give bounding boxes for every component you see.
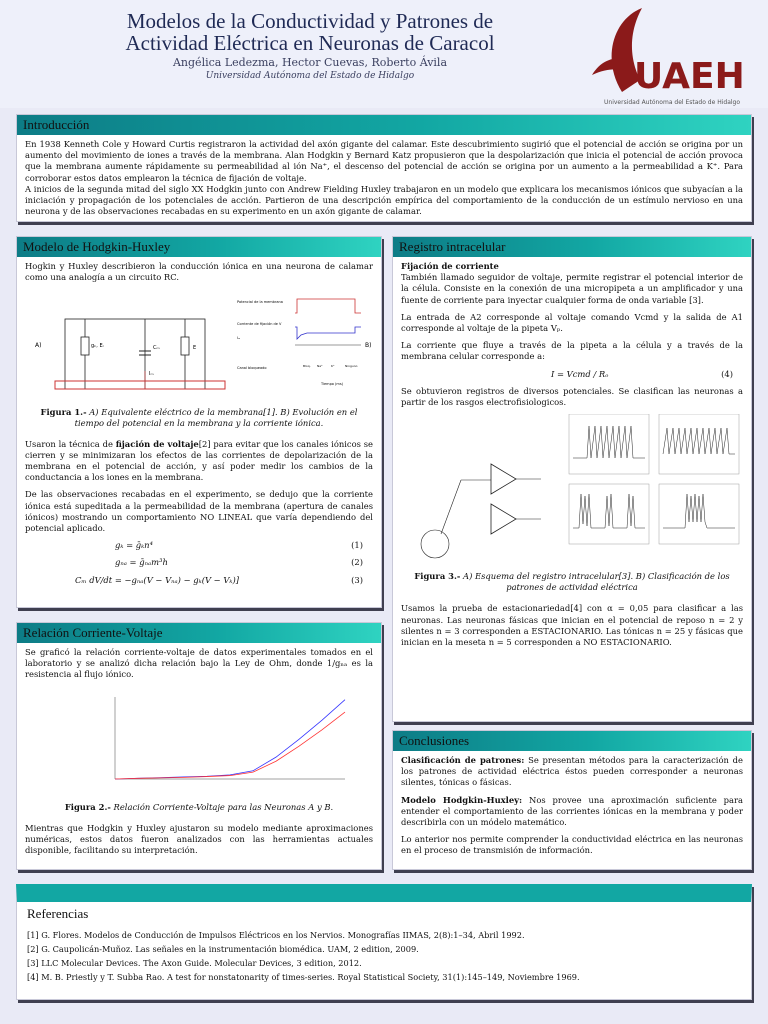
concl-paragraph-3: Lo anterior nos permite comprender la conductividad eléctrica en las neuronas en el proceso de transmisión de información.: [401, 834, 743, 856]
intro-box: [16, 114, 752, 222]
refs-box: [16, 884, 752, 1000]
fig1-canal: Canal bloqueado: [237, 366, 267, 371]
refs-heading: Referencias: [27, 906, 89, 921]
rel-paragraph-2: Mientras que Hodgkin y Huxley ajustaron su modelo mediante aproximaciones numéricas, estos datos fueron analizados con las herramientas actuales disponible, facilitando su interpretación.: [25, 822, 373, 856]
fig1-ch-1: Na⁺: [317, 364, 323, 369]
uaeh-logo: [582, 0, 762, 108]
fig1-ch-2: K⁺: [331, 364, 335, 369]
equation-4: I = Vcmd / Rₒ (4): [551, 368, 733, 379]
rel-box: [16, 622, 382, 870]
figure-3-label: Figura 3.-: [414, 571, 461, 582]
reg-paragraph-2: La entrada de A2 corresponde al voltaje comando Vcmd y la salida de A1 corresponde al voltaje de la pipeta Vₚ.: [401, 311, 743, 334]
fig1-label-cm: Cₘ: [153, 345, 160, 352]
equation-2: gₙₐ = ḡₙₐm³h (2): [115, 557, 363, 568]
fig1-top-1: Potencial de la membrana: [237, 300, 283, 305]
concl-paragraph-1: Clasificación de patrones: Se presentan métodos para la caracterización de los patrones de actividad eléctrica éstos pueden corresponder a neuronas silentes, tónicas o fásicas.: [401, 755, 743, 788]
hh-box: [16, 236, 382, 608]
fig1-label-b: B): [365, 342, 372, 350]
figure-1-label: Figura 1.-: [40, 406, 87, 417]
figure-2-label: Figura 2.-: [64, 801, 111, 812]
reg-subheading: Fijación de corriente: [401, 261, 499, 271]
reg-box: [392, 236, 752, 722]
fig1-x: Tiempo (ms): [321, 382, 344, 387]
iv-series-line-1: [115, 699, 345, 778]
reg-paragraph-4: Se obtuvieron registros de diversos potenciales. Se clasifican las neuronas a partir de los rasgos electrofisiologicos.: [401, 385, 743, 408]
reg-paragraph-5: Usamos la prueba de estacionariedad[4] con α = 0,05 para clasificar a las neuronas. Las neuronas fásicas que inician en el potencial de reposo n = 2 y silentes n = 3 corresponden a ESTACIONARIO. Las tónicas n = 25 y fásicas que inician en la meseta n = 5 corresponden a NO ESTACIONARIO.: [401, 603, 743, 648]
iv-series-line-2: [115, 712, 345, 779]
title-line-2: Actividad Eléctrica en Neuronas de Caracol: [125, 31, 495, 55]
logo-text: UAEH: [634, 56, 745, 97]
poster-title: [30, 10, 590, 54]
hh-paragraph-2: Usaron la técnica de fijación de voltaje[2] para evitar que los canales iónicos se cierren y se minimizaran los efectos de las corrientes de depolarización de la membrana en el potencial de acción, y así poder medir los cambios de la conductancia a los iones en la membrana.: [25, 438, 373, 483]
fig1-ch-0: Bloq.: [303, 364, 311, 369]
equation-1: gₖ = ḡₖn⁴ (1): [115, 540, 363, 551]
figure-2-caption-text: Relación Corriente-Voltaje para las Neuronas A y B.: [113, 801, 334, 812]
figure-3-recordings: [401, 414, 745, 564]
intro-paragraph-2: A inicios de la segunda mitad del siglo XX Hodgkin junto con Andrew Fielding Huxley trabajaron en un modelo que explicara los mecanismos iónicos que subyacían a la iniciación y propagación de los potenciales de acción. Partieron de una descripción empírica del comportamiento de la conducción de un estímulo nervioso en una neurona y de las observaciones recabadas en su experimento en un axón gigante de calamar.: [25, 183, 743, 217]
concl-heading: Conclusiones: [393, 731, 751, 751]
ref-item-2: [2] G. Caupolicán-Muñoz. Las señales en la instrumentación biomédica. UAM, 2 edition, 2009.: [27, 944, 419, 954]
concl-box: [392, 730, 752, 870]
rel-paragraph-1: Se graficó la relación corriente-voltaje de datos experimentales tomados en el laboratorio y se analizó dicha relación bajo la Ley de Ohm, donde 1/gₙₐ es la resistencia al flujo iónico.: [25, 647, 373, 680]
equation-3: Cₘ dV/dt = −gₙₐ(V − Vₙₐ) − gₖ(V − Vₖ)] (3): [75, 574, 363, 585]
intro-paragraph-1: En 1938 Kenneth Cole y Howard Curtis registraron la actividad del axón gigante del calamar. Este descubrimiento sugirió que el potencial de acción se origina por un aumento del movimiento de iones a través de la membrana. Alan Hodgkin y Bernard Katz propusieron que la despolarización que inicia el potencial de acción provoca que la membrana aumente rápidamente su permeabilidad al ión Na⁺, el descenso del potencial de acción se origina por un aumento a la permeabilidad a K⁺. Para corroborar estos datos emplearon la técnica de fijación de voltaje.: [25, 139, 743, 183]
title-line-1: Modelos de la Conductividad y Patrones de: [126, 9, 494, 33]
fig1-ch-3: Ninguno: [345, 364, 358, 369]
figure-3-caption: [401, 571, 743, 593]
figure-1-circuit: [25, 289, 373, 399]
intro-heading: Introducción: [17, 115, 751, 135]
fig1-top-2: Corriente de fijación de V: [237, 322, 282, 327]
figure-1-caption: [25, 407, 373, 429]
figure-3-caption-text: A) Esquema del registro intracelular[3]. B) Clasificación de los patrones de actividad eléctrica: [463, 571, 730, 593]
hh-paragraph-1: Hogkin y Huxley describieron la conducción iónica en una neurona de calamar como una analogía a un circuito RC.: [25, 261, 373, 283]
affiliation: Universidad Autónoma del Estado de Hidalgo: [205, 71, 415, 81]
fig1-top-3: Iₘ: [237, 336, 241, 341]
figure-2-caption: [25, 802, 373, 813]
fig1-label-i: Iₘ: [149, 371, 154, 378]
hh-heading: Modelo de Hodgkin-Huxley: [17, 237, 381, 257]
poster-header: [0, 0, 768, 108]
rel-heading: Relación Corriente-Voltaje: [17, 623, 381, 643]
fig1-label-a: A): [35, 342, 42, 350]
reg-paragraph-3: La corriente que fluye a través de la pipeta a la célula y a través de la membrana celular corresponde a:: [401, 340, 743, 362]
iv-chart: [25, 687, 373, 795]
concl-paragraph-2: Modelo Hodgkin-Huxley: Nos provee una aproximación suficiente para entender el comportamiento de las corrientes iónicas en la membrana y poder describirla con un módelo matemático.: [401, 794, 744, 828]
reg-heading: Registro intracelular: [393, 237, 751, 257]
ref-item-4: [4] M. B. Priestly y T. Subba Rao. A test for nonstatonarity of times-series. Royal Statistical Society, 31(1):145–149, Noviembre 1969.: [27, 972, 580, 982]
ref-item-1: [1] G. Flores. Modelos de Conducción de Impulsos Eléctricos en los Nervios. Monografías IIMAS, 2(8):1–34, Abril 1992.: [27, 930, 525, 940]
hh-paragraph-3: De las observaciones recabadas en el experimento, se dedujo que la corriente iónica está supeditada a la permeabilidad de la membrana (apertura de canales iónicos) mostrando un comportamiento NO LINEAL que varía dependiendo del potencial aplicado.: [25, 489, 373, 534]
fig1-label-g: gₖ, Eₗ: [91, 343, 104, 350]
figure-1-caption-text: A) Equivalente eléctrico de la membrana[1]. B) Evolución en el tiempo del potencial en la membrana y la corriente iónica.: [74, 406, 358, 428]
ref-item-3: [3] LLC Molecular Devices. The Axon Guide. Molecular Devices, 3 edition, 2012.: [27, 958, 362, 968]
reg-paragraph-1: También llamado seguidor de voltaje, permite registrar el potencial interior de la célula. Consiste en la conexión de una micropipeta a un amplificador y una fuente de corriente para inyectar cualquier forma de onda variable [3].: [401, 272, 743, 305]
authors: Angélica Ledezma, Hector Cuevas, Roberto Ávila: [172, 56, 448, 69]
fig1-label-e: E: [193, 345, 197, 352]
logo-caption: Universidad Autónoma del Estado de Hidalgo: [604, 99, 741, 106]
